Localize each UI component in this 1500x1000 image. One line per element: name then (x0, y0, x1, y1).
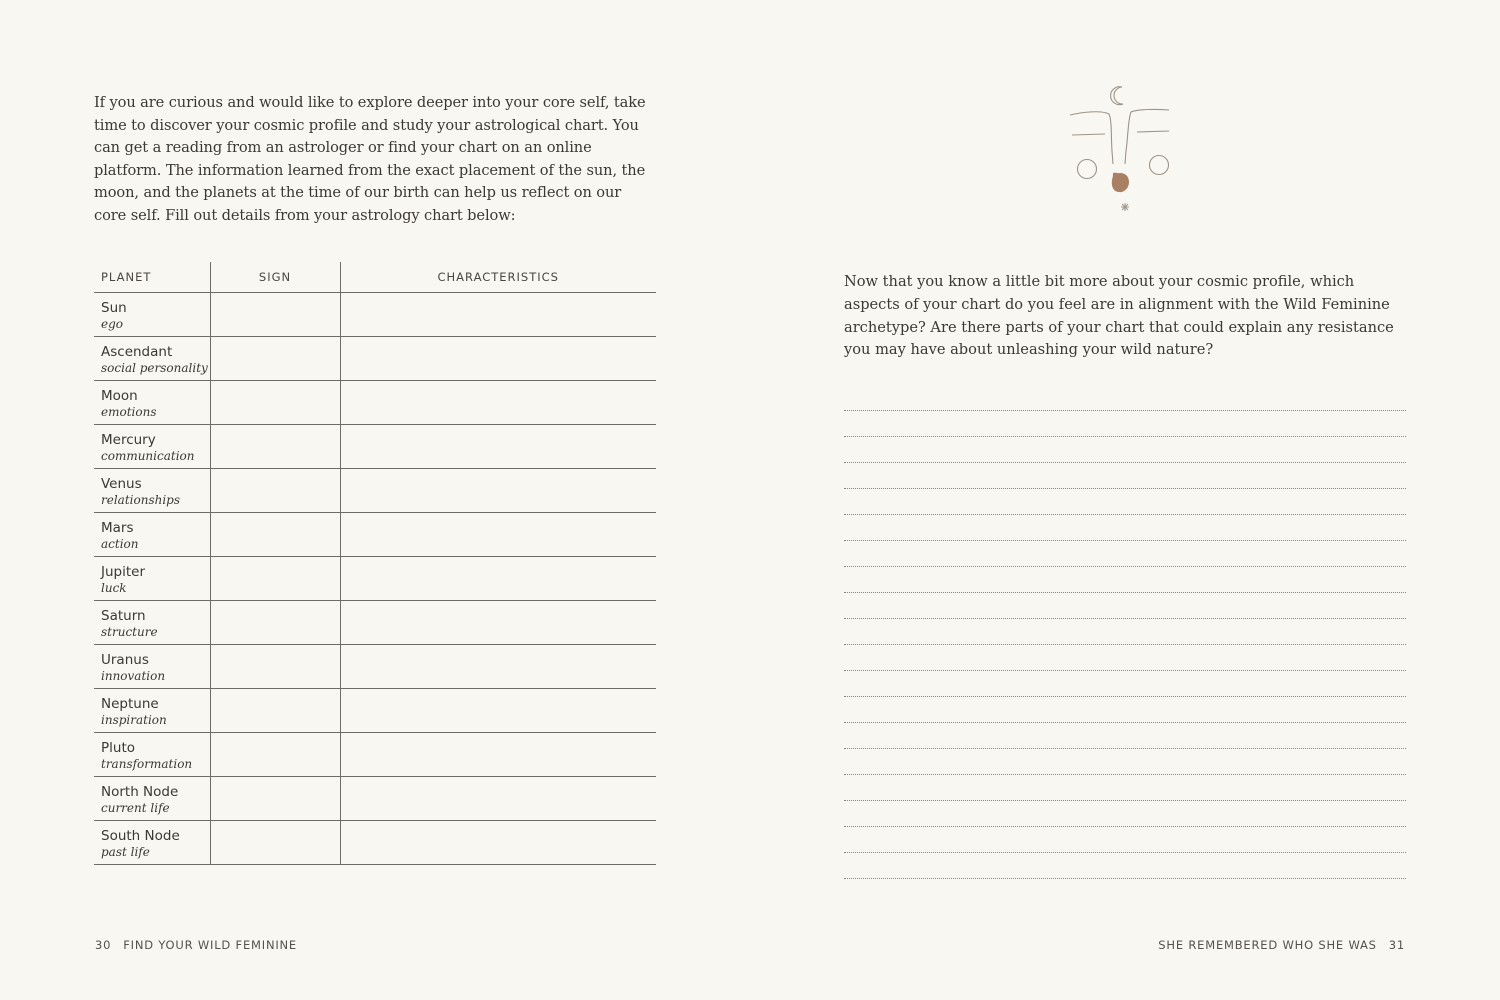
writing-line (844, 541, 1406, 567)
characteristics-cell (340, 645, 656, 689)
characteristics-cell (340, 733, 656, 777)
writing-line (844, 775, 1406, 801)
writing-line (844, 437, 1406, 463)
planet-meaning: social personality (101, 361, 208, 375)
planet-meaning: ego (101, 317, 124, 331)
planet-name: Saturn (101, 608, 146, 624)
sign-cell (210, 557, 340, 601)
planet-cell (94, 293, 210, 337)
table-row (94, 293, 656, 337)
characteristics-cell (340, 777, 656, 821)
planet-name: Jupiter (101, 564, 146, 580)
planet-cell (94, 601, 210, 645)
planet-name: Sun (101, 300, 127, 316)
planet-name: Pluto (101, 740, 136, 756)
right-cheek-icon (1150, 156, 1169, 175)
sign-cell (210, 513, 340, 557)
writing-line (844, 853, 1406, 879)
planet-cell (94, 733, 210, 777)
planet-name: Mercury (101, 432, 156, 448)
planet-meaning: action (101, 537, 139, 551)
planet-cell (94, 381, 210, 425)
planet-name: Moon (101, 388, 138, 404)
planet-cell (94, 557, 210, 601)
table-row (94, 557, 656, 601)
planet-name: Mars (101, 520, 134, 536)
characteristics-cell (340, 689, 656, 733)
sign-cell (210, 469, 340, 513)
table-row (94, 689, 656, 733)
characteristics-cell (340, 337, 656, 381)
crescent-moon-icon (1111, 87, 1123, 105)
planet-name: Uranus (101, 652, 149, 668)
nose-icon (1112, 173, 1129, 193)
planet-cell (94, 425, 210, 469)
characteristics-cell (340, 381, 656, 425)
characteristics-cell (340, 557, 656, 601)
planet-name: Neptune (101, 696, 159, 712)
planet-cell (94, 777, 210, 821)
sign-cell (210, 337, 340, 381)
planet-cell (94, 821, 210, 865)
journal-prompt: Now that you know a little bit more about your cosmic profile, which aspects of your chart do you feel are in alignment with the Wild Feminine archetype? Are there parts of your chart that could explain any resistance you may have about unleashing your wild nature? (844, 273, 1394, 359)
table-header-row (94, 262, 656, 293)
table-row (94, 601, 656, 645)
planet-name: Ascendant (101, 344, 173, 360)
sign-cell (210, 689, 340, 733)
table-row (94, 513, 656, 557)
planet-meaning: transformation (101, 757, 193, 771)
writing-line (844, 619, 1406, 645)
planet-cell (94, 337, 210, 381)
writing-line (844, 645, 1406, 671)
left-cheek-icon (1078, 160, 1097, 179)
sign-cell (210, 733, 340, 777)
writing-line (844, 801, 1406, 827)
planet-meaning: luck (101, 581, 127, 595)
sign-cell (210, 293, 340, 337)
left-footer (95, 938, 297, 952)
sign-cell (210, 425, 340, 469)
planet-cell (94, 469, 210, 513)
characteristics-cell (340, 821, 656, 865)
table-row (94, 645, 656, 689)
page-number: 30 (95, 938, 112, 952)
writing-line (844, 697, 1406, 723)
right-page (750, 0, 1500, 1000)
sign-cell (210, 821, 340, 865)
planet-meaning: current life (101, 801, 170, 815)
right-footer (1158, 938, 1405, 952)
writing-line (844, 567, 1406, 593)
characteristics-cell (340, 513, 656, 557)
face-illustration-icon (1065, 84, 1175, 216)
planet-name: South Node (101, 828, 180, 844)
table-row (94, 425, 656, 469)
table-row (94, 733, 656, 777)
running-title: SHE REMEMBERED WHO SHE WAS (1158, 938, 1377, 952)
planet-meaning: inspiration (101, 713, 167, 727)
sign-cell (210, 381, 340, 425)
writing-line (844, 515, 1406, 541)
characteristics-cell (340, 601, 656, 645)
planet-name: Venus (101, 476, 142, 492)
characteristics-column-header: CHARACTERISTICS (340, 262, 656, 293)
planet-cell (94, 645, 210, 689)
writing-line (844, 749, 1406, 775)
characteristics-cell (340, 469, 656, 513)
table-row (94, 337, 656, 381)
planet-meaning: innovation (101, 669, 166, 683)
writing-line (844, 723, 1406, 749)
planet-meaning: past life (101, 845, 150, 859)
sign-cell (210, 645, 340, 689)
table-row (94, 777, 656, 821)
star-icon (1121, 203, 1129, 211)
sign-cell (210, 777, 340, 821)
planet-meaning: structure (101, 625, 158, 639)
planet-meaning: relationships (101, 493, 181, 507)
writing-line (844, 463, 1406, 489)
intro-paragraph: If you are curious and would like to explore deeper into your core self, take time to discover your cosmic profile and study your astrological chart. You can get a reading from an astrologer or find your chart on an online platform. The information learned from the exact placement of the sun, the moon, and the planets at the time of our birth can help us reflect on our core self. Fill out details from your astrology chart below: (94, 94, 646, 224)
astrology-chart-table (94, 262, 656, 865)
planet-cell (94, 689, 210, 733)
writing-line (844, 827, 1406, 853)
sign-cell (210, 601, 340, 645)
writing-line (844, 489, 1406, 515)
sign-column-header: SIGN (210, 262, 340, 293)
writing-line (844, 593, 1406, 619)
page-number: 31 (1388, 938, 1405, 952)
planet-meaning: communication (101, 449, 195, 463)
writing-lines (844, 385, 1406, 879)
planet-name: North Node (101, 784, 179, 800)
writing-line (844, 411, 1406, 437)
planet-meaning: emotions (101, 405, 157, 419)
table-row (94, 469, 656, 513)
characteristics-cell (340, 293, 656, 337)
writing-line (844, 671, 1406, 697)
writing-line (844, 385, 1406, 411)
running-title: FIND YOUR WILD FEMININE (123, 938, 298, 952)
table-body (94, 293, 656, 865)
table-row (94, 381, 656, 425)
characteristics-cell (340, 425, 656, 469)
planet-cell (94, 513, 210, 557)
planet-column-header: PLANET (94, 262, 210, 293)
table-row (94, 821, 656, 865)
